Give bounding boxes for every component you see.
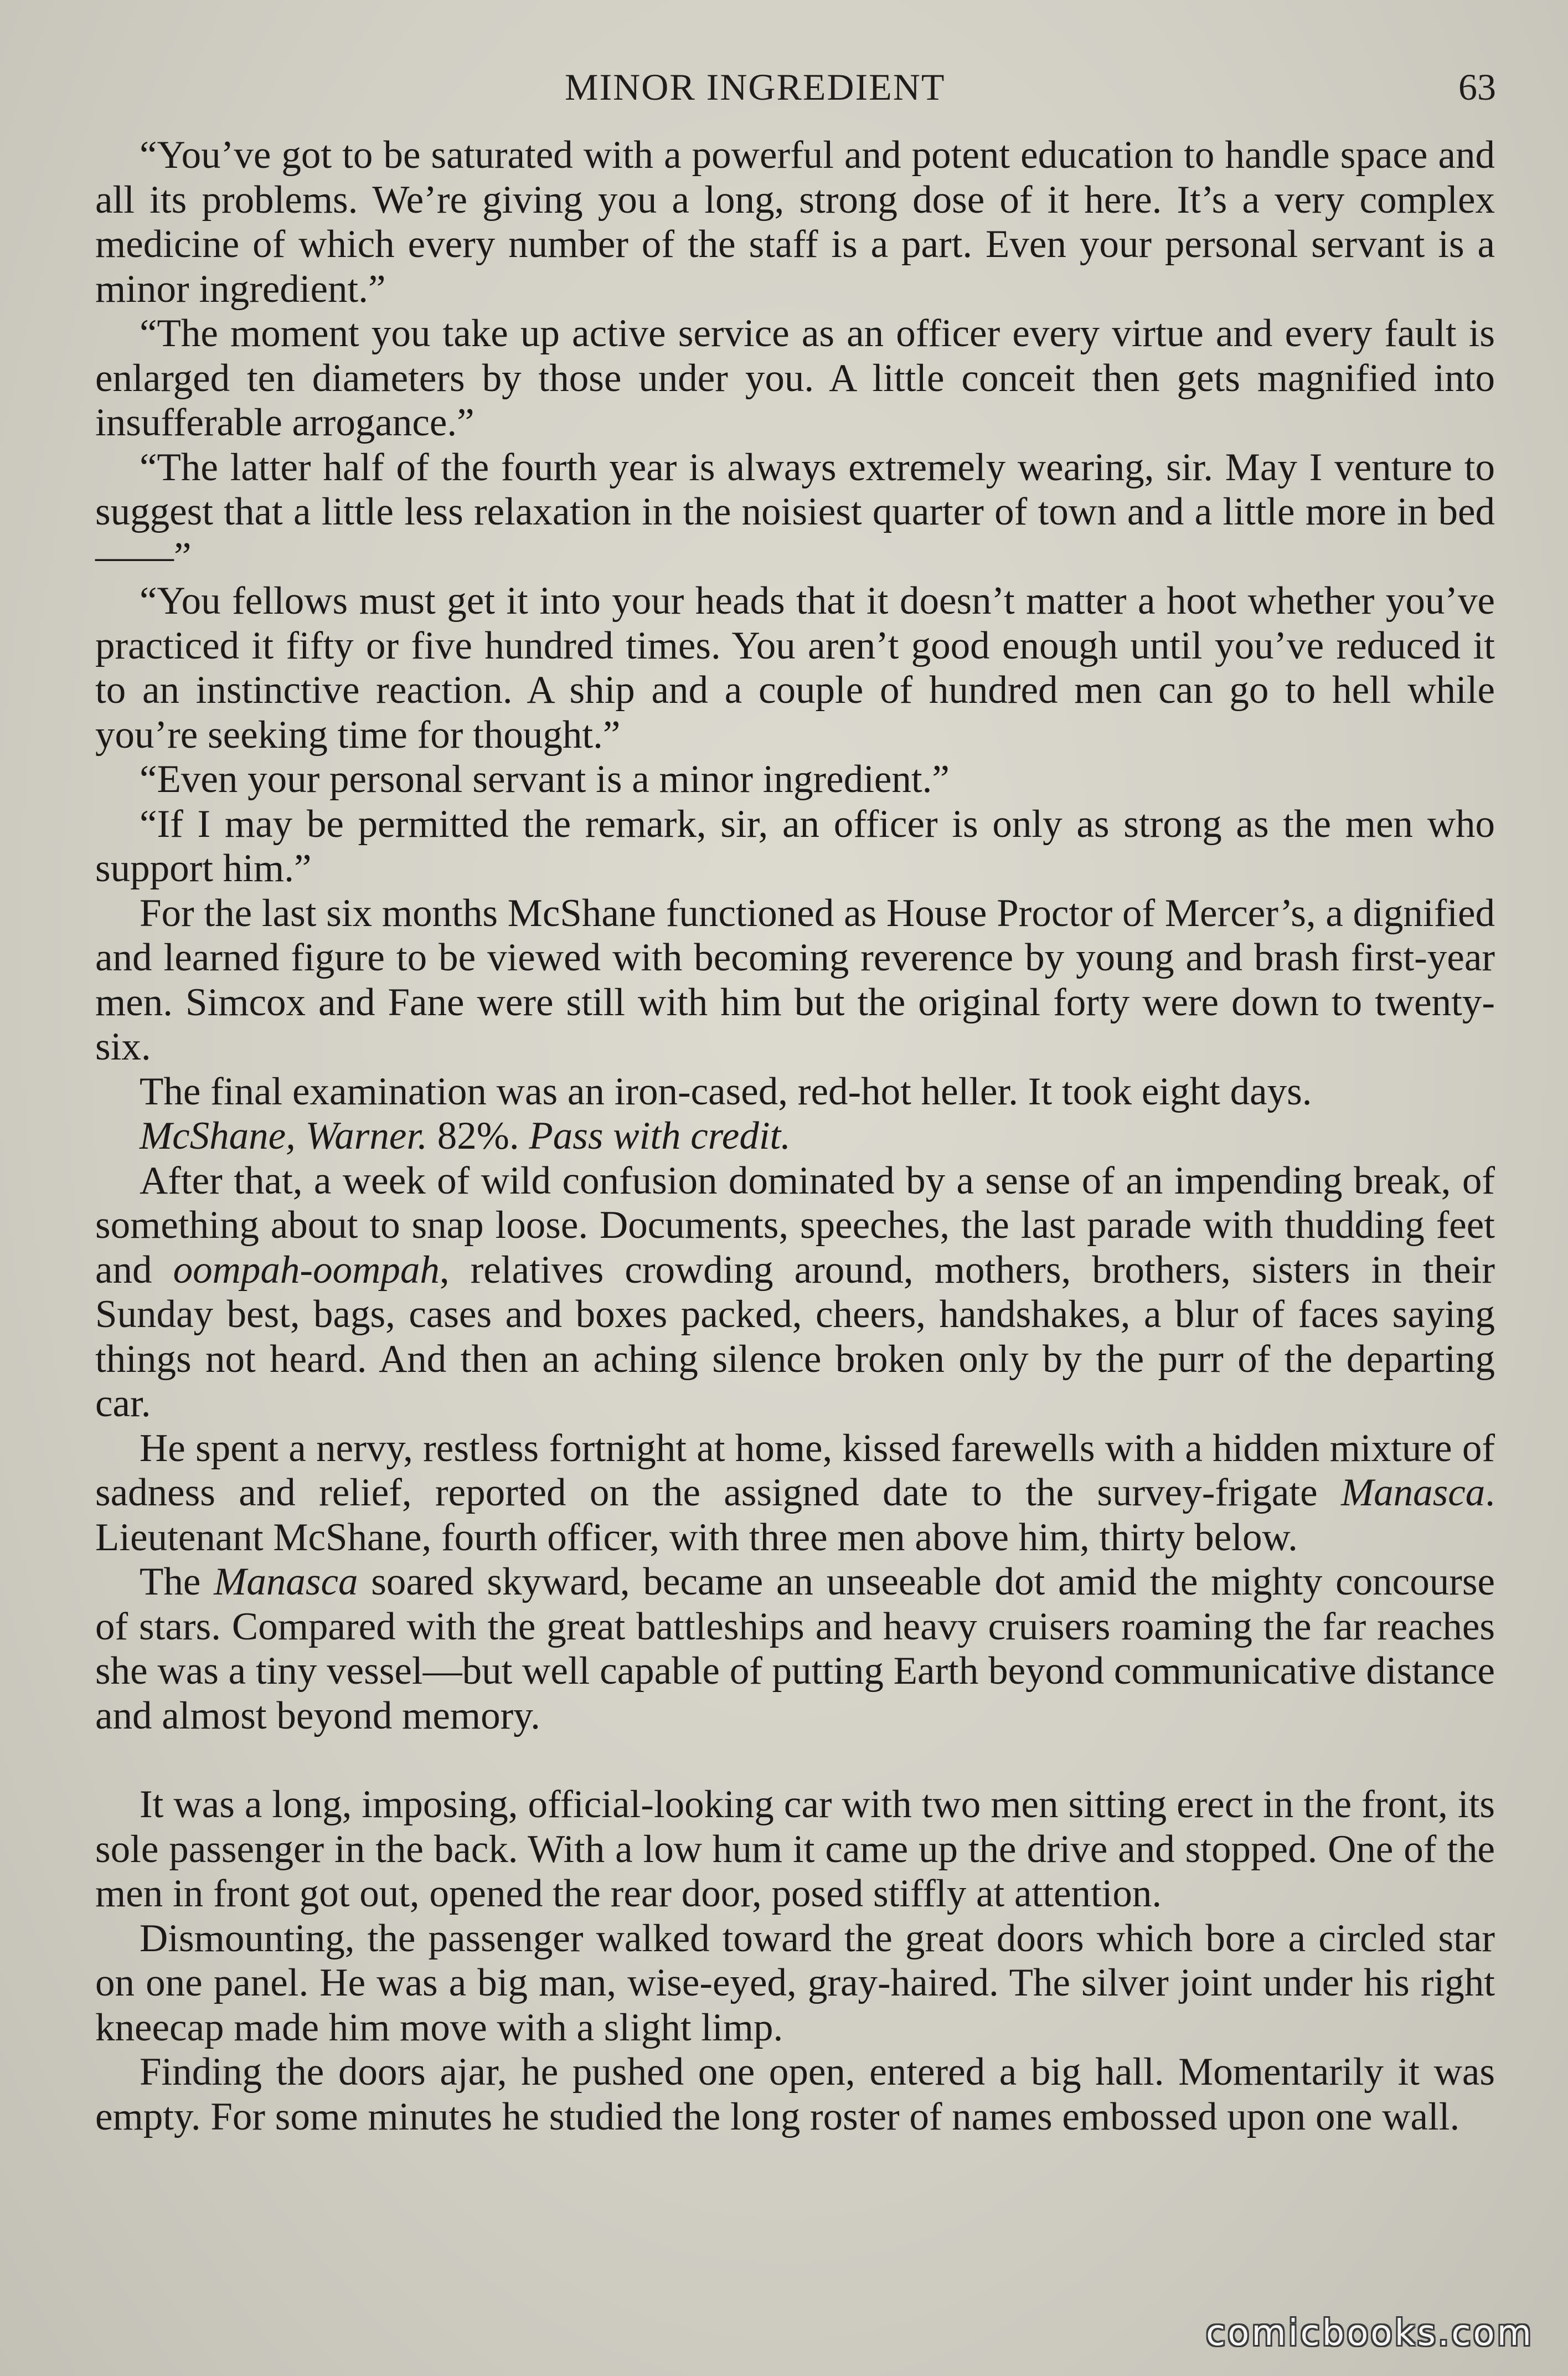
paragraph: For the last six months McShane functioned as House Proctor of Mercer’s, a dignified and learned figure to be viewed with becoming reverence by young and brash first-year men. Simcox and Fane were still with him but the original forty were down to twenty-six.	[95, 891, 1495, 1068]
italic-phrase: oompah-oompah	[173, 1248, 440, 1292]
paragraph: “You’ve got to be saturated with a powerful and potent education to handle space and all its problems. We’re giving you a long, strong dose of it here. It’s a very complex medicine of which every number of the staff is a part. Even your personal servant is a minor ingredient.”	[95, 133, 1495, 311]
paragraph: “You fellows must get it into your heads that it doesn’t matter a hoot whether you’ve practiced it fifty or five hundred times. You aren’t good enough until you’ve reduced it to an instinctive reaction. A ship and a couple of hundred men can go to hell while you’re seeking time for thought.”	[95, 579, 1495, 757]
result-verdict: Pass with credit.	[529, 1114, 791, 1158]
paragraph: “The moment you take up active service as an officer every virtue and every fault is enlarged ten diameters by those under you. A little conceit then gets magnified into insufferable arrogance.”	[95, 312, 1495, 444]
paragraph: The final examination was an iron-cased, red-hot heller. It took eight days.	[140, 1069, 1312, 1113]
page-number: 63	[1458, 66, 1496, 108]
paragraph: Dismounting, the passenger walked toward the great doors which bore a circled star on one panel. He was a big man, wise-eyed, gray-haired. The silver joint under his right kneecap made him move with a slight limp.	[95, 1916, 1495, 2049]
paragraph: After that, a week of wild confusion dominated by a sense of an impending break, of something about to snap loose. Documents, speeches, the last parade with thudding feet and oompah-oompah, relatives crowding around, mothers, brothers, sisters in their Sunday best, bags, cases and boxes packed, cheers, handshakes, a blur of faces saying things not heard. And then an aching silence broken only by the purr of the departing car.	[95, 1159, 1495, 1425]
result-name: McShane, Warner.	[140, 1114, 427, 1158]
page-header	[0, 65, 1568, 115]
paragraph: “If I may be permitted the remark, sir, an officer is only as strong as the men who support him.”	[95, 802, 1495, 890]
result-score: 82%.	[437, 1114, 519, 1158]
watermark: comicbooks.com	[1205, 2313, 1534, 2354]
ship-name: Manasca	[214, 1560, 358, 1603]
paragraph: It was a long, imposing, official-looking car with two men sitting erect in the front, its sole passenger in the back. With a low hum it came up the drive and stopped. One of the men in front got out, opened the rear door, posed stiffly at attention.	[95, 1783, 1495, 1915]
paragraph: “The latter half of the fourth year is always extremely wearing, sir. May I venture to suggest that a little less relaxation in the noisiest quarter of town and a little more in bed——”	[95, 445, 1495, 578]
paragraph: The Manasca soared skyward, became an unseeable dot amid the mighty concourse of stars. Compared with the great battleships and heavy cruisers roaming the far reaches she was a tiny vessel—but well capable of putting Earth beyond communicative distance and almost beyond memory.	[95, 1560, 1495, 1737]
ship-name: Manasca	[1340, 1471, 1486, 1514]
paragraph: Finding the doors ajar, he pushed one open, entered a big hall. Momentarily it was empty. For some minutes he studied the long roster of names embossed upon one wall.	[95, 2050, 1495, 2138]
section-break	[95, 1738, 1495, 1782]
paragraph: “Even your personal servant is a minor ingredient.”	[140, 758, 950, 801]
body-text	[95, 133, 1495, 2139]
paragraph: He spent a nervy, restless fortnight at home, kissed farewells with a hidden mixture of sadness and relief, reported on the assigned date to the survey-frigate Manasca. Lieutenant McShane, fourth officer, with three men above him, thirty below.	[95, 1426, 1495, 1559]
running-title: MINOR INGREDIENT	[565, 66, 946, 108]
exam-result-line	[95, 1114, 1495, 1159]
